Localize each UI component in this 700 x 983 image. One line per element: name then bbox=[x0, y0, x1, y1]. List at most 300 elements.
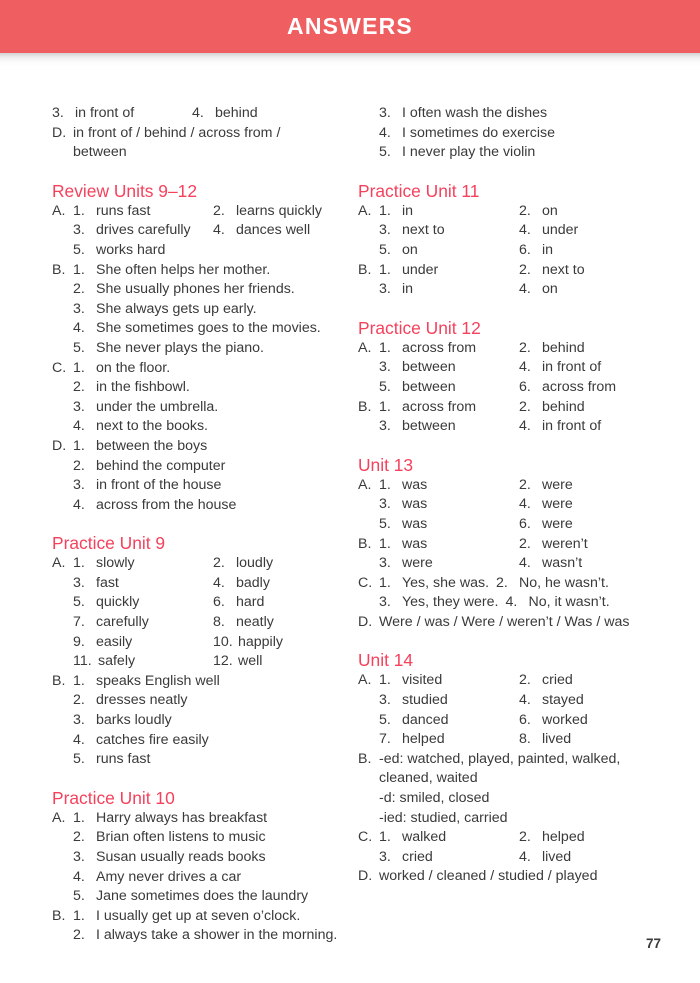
answer-number: 2. bbox=[519, 398, 531, 415]
answer-value: in bbox=[402, 281, 414, 298]
answer-value: next to bbox=[402, 222, 445, 239]
answer-row bbox=[379, 515, 656, 535]
answer-cell bbox=[73, 554, 213, 574]
answer-group-letter: C. bbox=[358, 829, 373, 846]
answer-value: barks loudly bbox=[96, 712, 172, 729]
answer-value: Harry always has breakfast bbox=[96, 809, 268, 826]
answer-cell bbox=[496, 574, 609, 594]
answer-number: 5. bbox=[379, 515, 391, 532]
answer-group bbox=[52, 672, 350, 770]
answer-number: 3. bbox=[379, 555, 391, 572]
answer-row bbox=[379, 495, 656, 515]
answer-cell bbox=[73, 241, 213, 261]
answer-cell bbox=[379, 574, 496, 594]
answer-number: 4. bbox=[73, 731, 85, 748]
answer-cell bbox=[73, 457, 225, 477]
answer-number: 4. bbox=[505, 594, 518, 611]
answer-group-body bbox=[73, 907, 350, 946]
answer-cell bbox=[73, 711, 172, 731]
answer-cell bbox=[73, 319, 321, 339]
answer-row bbox=[73, 339, 350, 359]
answer-cell bbox=[379, 593, 505, 613]
answer-cell bbox=[73, 731, 209, 751]
answer-number: 4. bbox=[519, 418, 531, 435]
answer-row bbox=[73, 300, 350, 320]
answer-cell bbox=[379, 535, 519, 555]
answer-number: 2. bbox=[519, 202, 531, 219]
answer-group-letter: B. bbox=[52, 907, 66, 924]
answer-number: 5. bbox=[73, 241, 85, 258]
answer-cell bbox=[379, 495, 519, 515]
answer-cell bbox=[73, 593, 213, 613]
answer-cell bbox=[519, 711, 588, 731]
answer-group bbox=[358, 671, 656, 749]
answer-cell bbox=[519, 202, 558, 222]
answer-value: were bbox=[402, 555, 433, 572]
answer-value: I usually get up at seven o’clock. bbox=[96, 907, 301, 924]
answer-value: fast bbox=[96, 574, 119, 591]
answer-number: 4. bbox=[519, 496, 531, 513]
answer-group-body bbox=[73, 359, 350, 437]
answer-flow-line: -ed: watched, played, painted, walked, bbox=[379, 750, 621, 767]
answer-value: quickly bbox=[96, 594, 140, 611]
answer-number: 2. bbox=[73, 379, 85, 396]
answer-row bbox=[73, 691, 350, 711]
answer-value: She never plays the piano. bbox=[96, 339, 264, 356]
answer-value: dances well bbox=[236, 222, 311, 239]
answer-number: 4. bbox=[73, 868, 85, 885]
answer-value: was bbox=[402, 535, 428, 552]
answer-cell bbox=[73, 378, 190, 398]
answer-value: in front of bbox=[542, 418, 602, 435]
answer-group bbox=[52, 261, 350, 359]
answer-value: in bbox=[402, 202, 414, 219]
answer-value: between bbox=[402, 359, 456, 376]
answer-value: She often helps her mother. bbox=[96, 261, 271, 278]
answer-number: 3. bbox=[379, 222, 391, 239]
answer-number: 5. bbox=[379, 144, 391, 161]
answer-cell bbox=[519, 280, 558, 300]
answer-value: were bbox=[542, 515, 573, 532]
answer-cell bbox=[73, 848, 266, 868]
answer-flow-line: in front of / behind / across from / bbox=[73, 124, 281, 141]
answer-cell bbox=[73, 339, 264, 359]
answer-cell bbox=[73, 868, 241, 888]
answer-number: 4. bbox=[519, 692, 531, 709]
answer-group-letter: A. bbox=[52, 202, 66, 219]
answer-cell bbox=[73, 887, 308, 907]
answer-plain-text: worked / cleaned / studied / played bbox=[379, 868, 598, 885]
answer-value: worked bbox=[542, 711, 588, 728]
answer-row bbox=[73, 848, 350, 868]
answer-row bbox=[73, 241, 350, 261]
answer-group-letter: B. bbox=[52, 261, 66, 278]
answer-value: between bbox=[402, 378, 456, 395]
answer-cell bbox=[519, 241, 553, 261]
answer-group bbox=[52, 554, 350, 672]
answer-cell bbox=[379, 241, 519, 261]
answer-cell bbox=[73, 202, 213, 222]
answer-number: 3. bbox=[73, 574, 85, 591]
answer-cell bbox=[379, 398, 519, 418]
answer-row bbox=[73, 221, 350, 241]
answer-number: 4. bbox=[73, 496, 85, 513]
answer-group-body bbox=[379, 476, 656, 535]
answer-number: 1. bbox=[379, 398, 391, 415]
section-heading: Unit 14 bbox=[358, 650, 414, 671]
answer-row bbox=[73, 319, 350, 339]
answer-number: 4. bbox=[213, 222, 225, 239]
answer-number: 1. bbox=[379, 476, 391, 493]
answer-value: neatly bbox=[236, 614, 274, 631]
answer-value: in the fishbowl. bbox=[96, 379, 190, 396]
answer-value: walked bbox=[402, 829, 447, 846]
answer-value: across from bbox=[542, 378, 617, 395]
answer-value: under bbox=[542, 222, 579, 239]
answer-cell bbox=[379, 711, 519, 731]
answer-group-letter: A. bbox=[52, 555, 66, 572]
answer-number: 4. bbox=[379, 124, 391, 141]
answer-value: on the floor. bbox=[96, 359, 171, 376]
answer-cell bbox=[73, 574, 213, 594]
answer-row bbox=[379, 574, 656, 594]
answer-flow-line: between bbox=[73, 144, 127, 161]
answer-group bbox=[52, 124, 350, 163]
answer-group-body bbox=[379, 671, 656, 749]
answer-cell bbox=[519, 730, 571, 750]
answer-value: stayed bbox=[542, 692, 584, 709]
answer-group-letter: C. bbox=[358, 574, 373, 591]
answer-value: danced bbox=[402, 711, 449, 728]
answer-flow-text bbox=[73, 124, 350, 163]
answer-cell bbox=[379, 358, 519, 378]
section-heading: Practice Unit 11 bbox=[358, 180, 480, 201]
header-shadow bbox=[0, 53, 700, 67]
answer-group-letter: B. bbox=[358, 398, 372, 415]
answer-value: I sometimes do exercise bbox=[402, 124, 555, 141]
answer-value: between bbox=[402, 418, 456, 435]
section-spacer bbox=[52, 515, 350, 532]
answer-number: 6. bbox=[519, 378, 531, 395]
answer-value: safely bbox=[98, 653, 136, 670]
answer-row bbox=[379, 691, 656, 711]
answer-cell bbox=[73, 437, 207, 457]
answer-value: in bbox=[542, 241, 554, 258]
answer-number: 3. bbox=[73, 398, 85, 415]
answer-group bbox=[52, 437, 350, 515]
answer-row bbox=[73, 496, 350, 516]
answer-number: 9. bbox=[73, 633, 85, 650]
answer-cell bbox=[73, 691, 187, 711]
answer-row bbox=[379, 398, 656, 418]
answer-cell bbox=[73, 828, 266, 848]
answer-number: 6. bbox=[519, 515, 531, 532]
answer-number: 5. bbox=[73, 339, 85, 356]
answer-number: 2. bbox=[73, 281, 85, 298]
answer-number: 5. bbox=[73, 594, 85, 611]
answer-number: 3. bbox=[379, 848, 391, 865]
answer-group-body bbox=[379, 613, 656, 633]
answer-group-body bbox=[73, 202, 350, 261]
section-heading: Practice Unit 9 bbox=[52, 533, 166, 554]
answer-group-letter: A. bbox=[358, 339, 372, 356]
answer-cell bbox=[73, 750, 150, 770]
answer-value: I often wash the dishes bbox=[402, 105, 548, 121]
answer-number: 5. bbox=[379, 378, 391, 395]
answer-number: 5. bbox=[379, 711, 391, 728]
answer-row bbox=[73, 828, 350, 848]
answer-value: under bbox=[402, 261, 439, 278]
answer-value: drives carefully bbox=[96, 222, 191, 239]
answer-number: 2. bbox=[213, 202, 225, 219]
answer-value: in front of bbox=[542, 359, 602, 376]
answer-value: under the umbrella. bbox=[96, 398, 219, 415]
answer-number: 2. bbox=[496, 574, 508, 591]
answer-value: badly bbox=[236, 574, 270, 591]
answer-cell bbox=[519, 671, 573, 691]
answer-group-letter: C. bbox=[52, 359, 67, 376]
answer-value: cried bbox=[542, 672, 573, 689]
answer-group-body bbox=[73, 437, 350, 515]
answer-value: She always gets up early. bbox=[96, 300, 257, 317]
answer-row bbox=[73, 613, 350, 633]
answer-value: Jane sometimes does the laundry bbox=[96, 888, 309, 905]
answer-flow-line: cleaned, waited bbox=[379, 770, 478, 787]
answer-row bbox=[73, 652, 350, 672]
answer-value: between the boys bbox=[96, 437, 208, 454]
answer-row bbox=[73, 672, 350, 692]
answer-value: dresses neatly bbox=[96, 692, 188, 709]
answer-cell bbox=[73, 261, 270, 281]
answer-group-letter: A. bbox=[358, 672, 372, 689]
answer-number: 3. bbox=[379, 418, 391, 435]
answer-row bbox=[379, 671, 656, 691]
answer-value: wasn’t bbox=[542, 555, 583, 572]
answer-row bbox=[73, 809, 350, 829]
answer-row bbox=[358, 143, 656, 163]
answer-cell bbox=[379, 339, 519, 359]
answer-number: 2. bbox=[73, 457, 85, 474]
answer-value: on bbox=[402, 241, 418, 258]
answer-cell bbox=[519, 554, 582, 574]
answer-group-body bbox=[379, 750, 656, 828]
answer-cell bbox=[73, 300, 257, 320]
answer-cell bbox=[213, 613, 274, 633]
right-column bbox=[358, 104, 656, 887]
answer-group bbox=[358, 339, 656, 398]
answer-number: 8. bbox=[519, 731, 531, 748]
answer-cell bbox=[379, 378, 519, 398]
section-heading: Review Units 9–12 bbox=[52, 180, 197, 201]
answer-group-letter: D. bbox=[52, 437, 67, 454]
answer-value: Yes, they were. bbox=[402, 594, 499, 611]
answer-cell bbox=[519, 476, 573, 496]
answer-number: 5. bbox=[379, 241, 391, 258]
answer-number: 1. bbox=[73, 555, 85, 572]
answer-number: 2. bbox=[519, 535, 531, 552]
answer-row bbox=[73, 926, 350, 946]
answer-cell bbox=[519, 261, 585, 281]
answer-number: 8. bbox=[213, 614, 225, 631]
answer-cell bbox=[73, 280, 295, 300]
answer-value: happily bbox=[238, 633, 283, 650]
answer-number: 3. bbox=[73, 712, 85, 729]
answer-number: 2. bbox=[73, 829, 85, 846]
answer-number: 3. bbox=[73, 849, 85, 865]
answer-number: 7. bbox=[73, 614, 85, 631]
answer-group-letter: B. bbox=[358, 535, 372, 552]
answer-group bbox=[52, 809, 350, 907]
answer-cell bbox=[519, 515, 573, 535]
answer-number: 1. bbox=[379, 829, 391, 846]
answer-number: 6. bbox=[519, 241, 531, 258]
answer-number: 1. bbox=[379, 574, 391, 591]
answer-number: 3. bbox=[73, 477, 85, 494]
answer-cell bbox=[213, 593, 264, 613]
answer-value: learns quickly bbox=[236, 202, 322, 219]
answer-value: visited bbox=[402, 672, 443, 689]
answer-cell bbox=[519, 358, 601, 378]
answer-value: lived bbox=[542, 731, 572, 748]
answer-number: 4. bbox=[213, 574, 225, 591]
answer-cell bbox=[379, 554, 519, 574]
answer-number: 3. bbox=[379, 359, 391, 376]
answer-value: across from bbox=[402, 339, 477, 356]
answer-row bbox=[73, 457, 350, 477]
answer-number: 4. bbox=[192, 105, 204, 121]
answer-group bbox=[358, 398, 656, 437]
answer-number: 1. bbox=[73, 261, 85, 278]
answer-number: 3. bbox=[52, 105, 64, 121]
answer-number: 3. bbox=[379, 281, 391, 298]
answer-cell bbox=[213, 652, 262, 672]
section-spacer bbox=[358, 163, 656, 180]
answer-value: was bbox=[402, 476, 428, 493]
answer-cell bbox=[379, 671, 519, 691]
answer-number: 3. bbox=[379, 692, 391, 709]
answer-value: on bbox=[542, 202, 558, 219]
answer-group bbox=[358, 828, 656, 867]
answer-cell bbox=[379, 417, 519, 437]
answer-group bbox=[52, 202, 350, 261]
answer-value: I always take a shower in the morning. bbox=[96, 927, 338, 944]
answer-cell bbox=[73, 652, 213, 672]
answer-group bbox=[358, 867, 656, 887]
answer-cell bbox=[73, 926, 337, 946]
answer-value: behind bbox=[542, 339, 585, 356]
section-spacer bbox=[52, 163, 350, 180]
answer-number: 4. bbox=[519, 281, 531, 298]
answer-row bbox=[73, 359, 350, 379]
answer-cell bbox=[73, 476, 221, 496]
answer-row bbox=[73, 868, 350, 888]
answer-cell bbox=[379, 691, 519, 711]
answer-number: 11. bbox=[73, 653, 92, 670]
answer-number: 1. bbox=[379, 339, 391, 356]
answer-value: well bbox=[238, 653, 263, 670]
answer-cell bbox=[519, 691, 584, 711]
answer-group-body bbox=[73, 261, 350, 359]
answer-value: carefully bbox=[96, 614, 149, 631]
answer-row bbox=[379, 848, 656, 868]
answer-value: Yes, she was. bbox=[402, 574, 490, 591]
answer-number: 5. bbox=[73, 888, 85, 905]
answer-value: Amy never drives a car bbox=[96, 868, 242, 885]
answer-value: was bbox=[402, 515, 428, 532]
answer-cell bbox=[73, 359, 170, 379]
answer-row bbox=[379, 828, 656, 848]
answer-cell bbox=[379, 202, 519, 222]
page-number: 77 bbox=[645, 936, 661, 951]
answers-header-band bbox=[0, 0, 700, 53]
answer-group-body bbox=[379, 574, 656, 613]
answer-value: helped bbox=[402, 731, 445, 748]
answer-cell bbox=[213, 574, 270, 594]
answer-number: 3. bbox=[379, 496, 391, 513]
answer-cell bbox=[519, 398, 585, 418]
answer-cell bbox=[379, 515, 519, 535]
answer-group bbox=[358, 613, 656, 633]
answer-row bbox=[73, 378, 350, 398]
answer-cell bbox=[519, 828, 585, 848]
answer-number: 1. bbox=[73, 672, 85, 689]
answer-cell bbox=[519, 221, 578, 241]
answer-row bbox=[73, 633, 350, 653]
answer-value: across from bbox=[402, 398, 477, 415]
answer-number: 4. bbox=[519, 848, 531, 865]
answer-cell bbox=[519, 848, 571, 868]
answer-row bbox=[73, 398, 350, 418]
answer-number: 12. bbox=[213, 653, 233, 670]
answer-number: 2. bbox=[519, 829, 531, 846]
answer-group-body bbox=[73, 124, 350, 163]
answer-number: 4. bbox=[519, 222, 531, 239]
section-spacer bbox=[358, 300, 656, 317]
answer-value: across from the house bbox=[96, 496, 237, 513]
answer-row bbox=[379, 711, 656, 731]
answer-plain-text: Were / was / Were / weren’t / Was / was bbox=[379, 613, 630, 630]
answer-number: 4. bbox=[519, 359, 531, 376]
answer-number: 3. bbox=[73, 300, 85, 317]
answer-row bbox=[73, 731, 350, 751]
answer-number: 3. bbox=[73, 222, 85, 239]
answer-value: No, it wasn’t. bbox=[528, 594, 610, 611]
answer-row bbox=[379, 280, 656, 300]
answer-number: 6. bbox=[213, 594, 225, 611]
answer-value: loudly bbox=[236, 555, 274, 572]
answer-group bbox=[358, 202, 656, 261]
answer-value: runs fast bbox=[96, 202, 151, 219]
answer-group-letter: D. bbox=[358, 868, 373, 885]
left-column bbox=[52, 104, 350, 946]
answer-cell bbox=[379, 730, 519, 750]
answer-number: 2. bbox=[519, 261, 531, 278]
answer-number: 3. bbox=[379, 594, 391, 611]
answer-row bbox=[73, 593, 350, 613]
answer-number: 1. bbox=[379, 535, 391, 552]
answer-value: in front of bbox=[75, 105, 135, 121]
answer-value: speaks English well bbox=[96, 672, 220, 689]
answer-group-body bbox=[379, 339, 656, 398]
answer-row bbox=[73, 280, 350, 300]
answer-number: 4. bbox=[73, 418, 85, 435]
answer-cell bbox=[379, 476, 519, 496]
answer-group-body bbox=[73, 554, 350, 672]
answer-row bbox=[379, 261, 656, 281]
answer-number: 2. bbox=[73, 692, 85, 709]
answer-row bbox=[379, 593, 656, 613]
answer-flow-line: -d: smiled, closed bbox=[379, 790, 490, 807]
